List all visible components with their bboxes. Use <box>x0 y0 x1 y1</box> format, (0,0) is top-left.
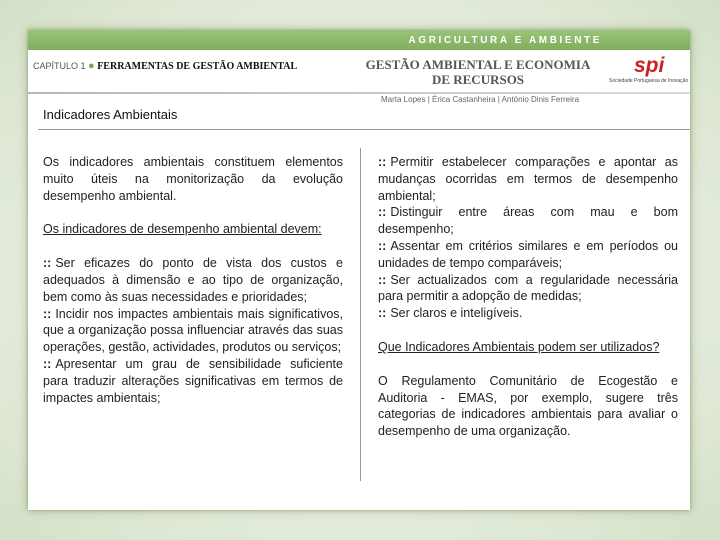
bullet-icon: :: <box>43 356 52 371</box>
authors: Marta Lopes | Érica Castanheira | António Dinis Ferreira <box>381 95 580 104</box>
slide-page <box>28 30 690 510</box>
bullet-icon: :: <box>378 238 387 253</box>
chapter-title: FERRAMENTAS DE GESTÃO AMBIENTAL <box>97 61 298 72</box>
list-item-text: Distinguir entre áreas com mau e bom desempenho; <box>378 205 678 237</box>
bullet-icon: :: <box>378 306 387 321</box>
bullet-icon: :: <box>378 272 387 287</box>
right-column <box>378 154 678 440</box>
chapter-bullet-icon: ● <box>88 60 95 72</box>
column-divider <box>360 148 361 481</box>
bullet-icon: :: <box>378 155 387 169</box>
left-column <box>43 154 343 406</box>
chapter-label: CAPÍTULO 1 <box>33 61 86 71</box>
list-item <box>378 305 678 322</box>
section-divider <box>38 129 690 130</box>
list-item <box>43 356 343 406</box>
book-title <box>348 57 608 87</box>
list-item-text: Ser actualizados com a regularidade necessária para permitir a adopção de medidas; <box>378 272 678 304</box>
list-item <box>378 272 678 306</box>
header-divider <box>28 92 690 94</box>
list-item-text: Ser claros e inteligíveis. <box>390 306 523 321</box>
list-item <box>378 238 678 272</box>
book-title-line-2: DE RECURSOS <box>431 72 525 87</box>
book-title-line-1: GESTÃO AMBIENTAL E ECONOMIA <box>365 57 591 72</box>
header-banner <box>28 30 690 50</box>
bullet-icon: :: <box>43 256 52 271</box>
chapter-heading <box>33 60 297 72</box>
list-item <box>43 306 343 356</box>
list-item-text: Ser eficazes do ponto de vista dos custos e adequados à dimensão e ao tipo de organização, bem como às suas necessidades e prioridades; <box>43 256 343 304</box>
intro-paragraph: Os indicadores ambientais constituem elementos muito úteis na monitorização da evolução desempenho ambiental. <box>43 155 343 203</box>
list-item-text: Permitir estabelecer comparações e apontar as mudanças ocorridas em termos de desempenho ambiental; <box>378 155 678 203</box>
bullet-icon: :: <box>43 306 52 321</box>
bullet-icon: :: <box>378 205 387 220</box>
indicators-question: Que Indicadores Ambientais podem ser utilizados? <box>378 339 660 354</box>
list-item <box>378 204 678 238</box>
banner-text: AGRICULTURA E AMBIENTE <box>408 35 602 46</box>
spi-logo: spi <box>634 54 665 77</box>
closing-paragraph: O Regulamento Comunitário de Ecogestão e Auditoria - EMAS, por exemplo, sugere três categorias de indicadores ambientais para avaliar o desempenho de uma organização. <box>378 373 678 439</box>
list-item <box>43 255 343 305</box>
list-item-text: Incidir nos impactes ambientais mais significativos, que a organização possa influenciar através das suas operações, gestão, actividades, produtos ou serviços; <box>43 306 343 355</box>
logo-caption: Sociedade Portuguesa de Inovação <box>609 78 689 84</box>
list-item-text: Assentar em critérios similares e em períodos ou unidades de tempo comparáveis; <box>378 238 678 270</box>
section-title: Indicadores Ambientais <box>43 107 178 122</box>
list-item <box>378 154 678 204</box>
list-item-text: Apresentar um grau de sensibilidade suficiente para traduzir alterações significativas em termos de impactes ambientais; <box>43 356 343 405</box>
criteria-question: Os indicadores de desempenho ambiental devem: <box>43 222 322 237</box>
